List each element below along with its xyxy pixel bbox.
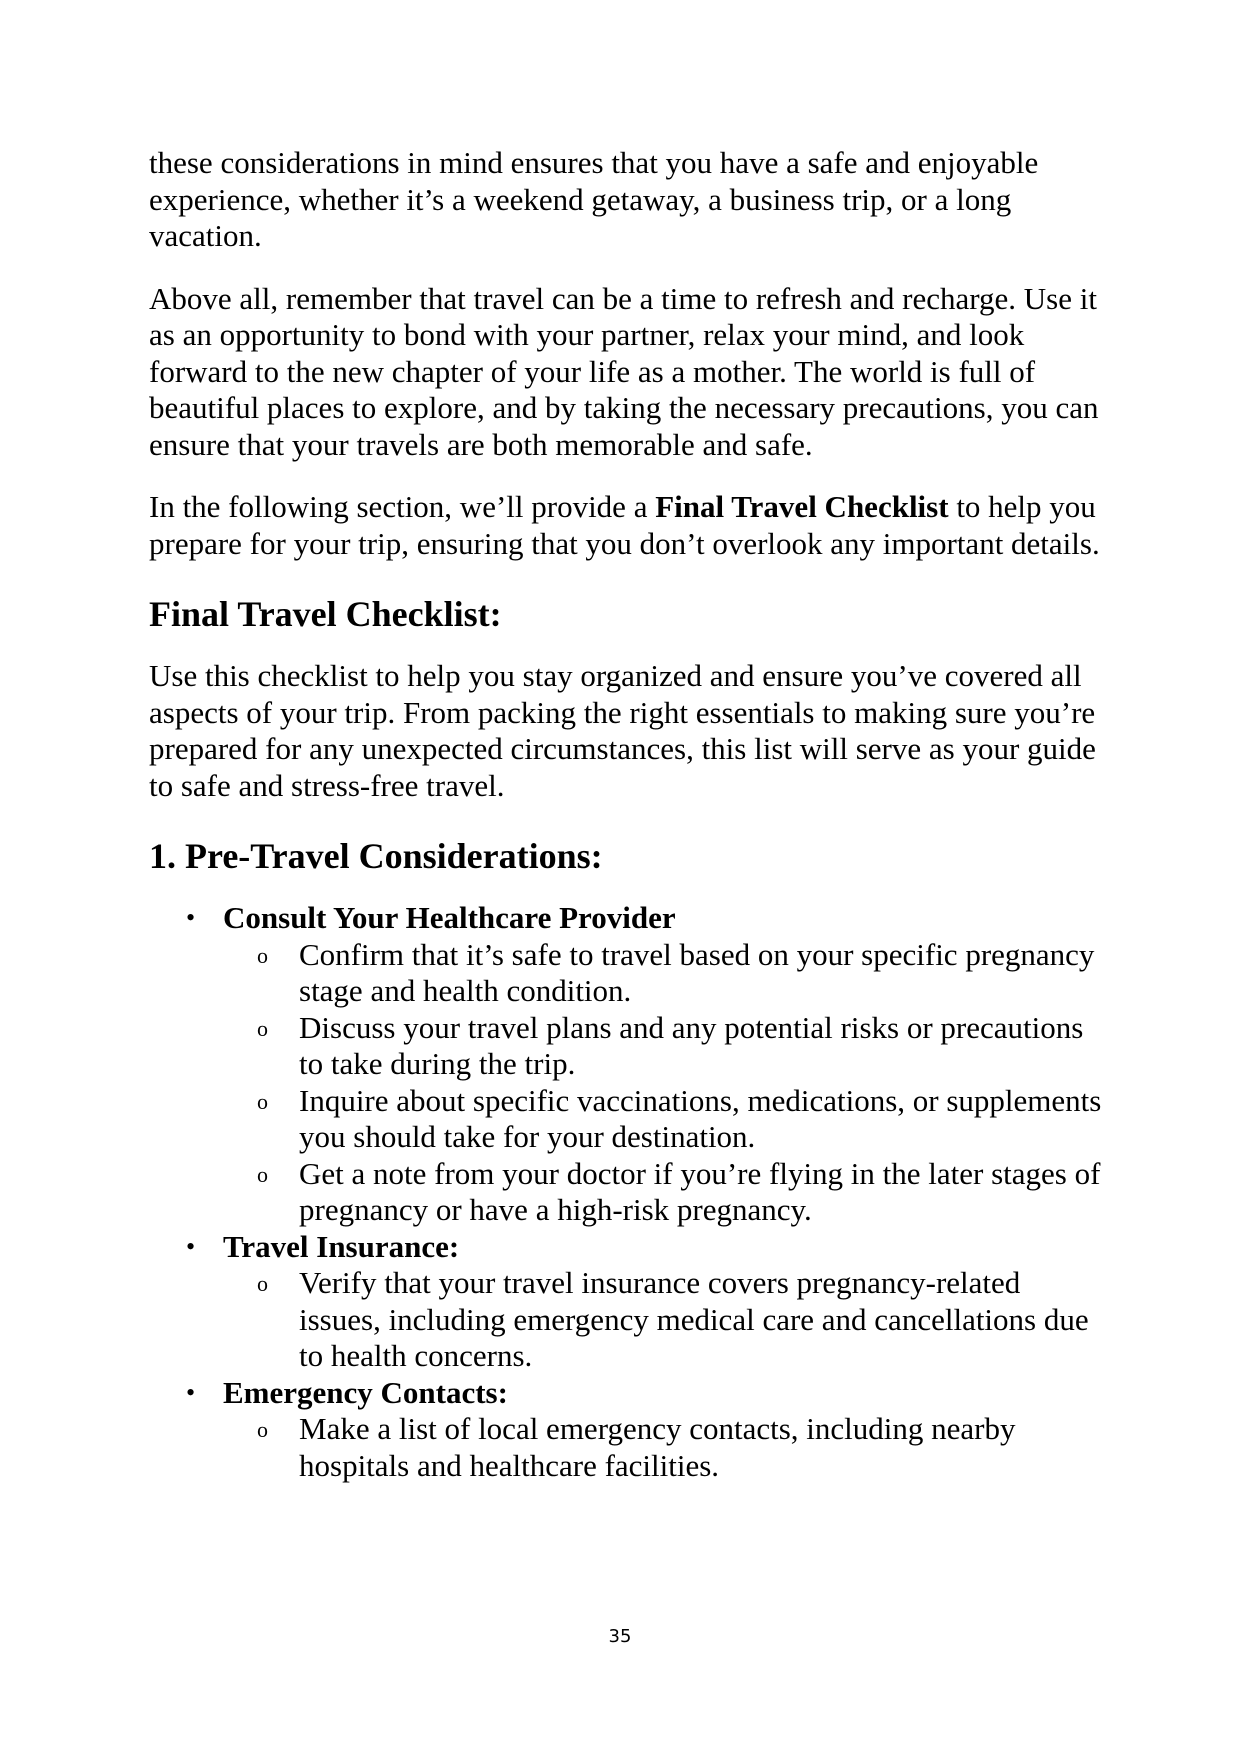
page-number: 35 xyxy=(608,1626,632,1647)
sub-marker: o xyxy=(257,1161,268,1187)
paragraph-text: to help you prepare for your trip, ensuring that you don’t overlook any important details. xyxy=(149,489,1100,561)
paragraph: Use this checklist to help you stay organized and ensure you’ve covered all aspects of your trip. From packing the right essentials to making sure you’re prepared for any unexpected circumstances, this list will serve as your guide to safe and stress-free travel. xyxy=(149,658,1096,803)
sub-item-text: Verify that your travel insurance covers pregnancy-related issues, including emergency medical care and cancellations due to health concerns. xyxy=(299,1265,1089,1373)
bullet-marker: • xyxy=(186,903,196,932)
paragraph-text: In the following section, we’ll provide a xyxy=(149,489,656,524)
checklist-item xyxy=(149,900,1109,1229)
sub-marker: o xyxy=(257,1088,268,1114)
sub-item xyxy=(223,1411,1109,1484)
sub-item-text: Discuss your travel plans and any potential risks or precautions to take during the trip. xyxy=(299,1009,1084,1081)
checklist-item xyxy=(149,1229,1109,1375)
sub-marker: o xyxy=(257,1417,268,1442)
section-heading: Final Travel Checklist: xyxy=(149,594,502,634)
sub-item-text: Get a note from your doctor if you’re flying in the later stages of pregnancy or have a high-risk pregnancy. xyxy=(299,1155,1101,1227)
sub-item-text: Confirm that it’s safe to travel based on your specific pregnancy stage and health condition. xyxy=(299,936,1095,1008)
sub-list xyxy=(223,1265,1109,1375)
sub-marker: o xyxy=(257,1015,268,1041)
checklist xyxy=(149,900,1109,1484)
sub-item xyxy=(223,1156,1109,1229)
sub-item xyxy=(223,937,1109,1010)
bullet-marker: • xyxy=(186,1377,196,1407)
checklist-item-title: Emergency Contacts: xyxy=(223,1374,508,1410)
checklist-item xyxy=(149,1375,1109,1485)
sub-item xyxy=(223,1010,1109,1083)
sub-item-text: Make a list of local emergency contacts, including nearby hospitals and healthcare facilities. xyxy=(299,1411,1016,1483)
sub-marker: o xyxy=(257,942,268,968)
paragraph xyxy=(149,489,1109,562)
sub-marker: o xyxy=(257,1271,268,1296)
subsection-heading: 1. Pre-Travel Considerations: xyxy=(149,836,603,876)
sub-list xyxy=(223,937,1109,1229)
paragraph: these considerations in mind ensures that you have a safe and enjoyable experience, whether it’s a weekend getaway, a business trip, or a long vacation. xyxy=(149,145,1039,253)
sub-list xyxy=(223,1411,1109,1484)
page-content xyxy=(149,145,1109,1484)
sub-item xyxy=(223,1265,1109,1375)
checklist-item-title: Consult Your Healthcare Provider xyxy=(223,900,676,935)
paragraph: Above all, remember that travel can be a time to refresh and recharge. Use it as an opportunity to bond with your partner, relax your mind, and look forward to the new chapter of your life as a mother. The world is full of beautiful places to explore, and by taking the necessary precautions, you can ensure that your travels are both memorable and safe. xyxy=(149,280,1099,462)
checklist-item-title: Travel Insurance: xyxy=(223,1228,460,1264)
sub-item xyxy=(223,1083,1109,1156)
bold-phrase: Final Travel Checklist xyxy=(655,489,949,524)
bullet-marker: • xyxy=(186,1231,196,1261)
sub-item-text: Inquire about specific vaccinations, medications, or supplements you should take for your destination. xyxy=(299,1082,1102,1154)
